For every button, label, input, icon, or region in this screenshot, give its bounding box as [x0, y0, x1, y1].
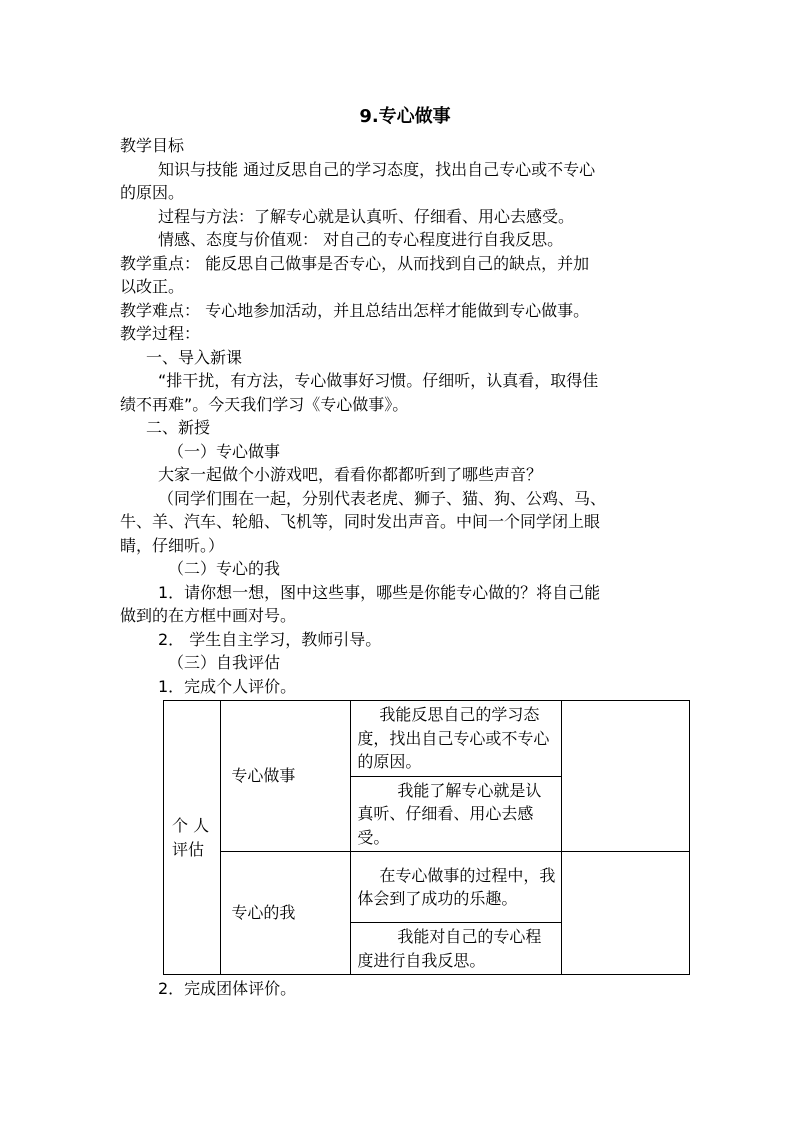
group-label-cell: [164, 701, 221, 975]
personal-evaluation-table: [163, 700, 690, 975]
step-intro-heading: 一、导入新课: [146, 347, 243, 367]
task-2: 2． 学生自主学习，教师引导。: [158, 629, 382, 649]
game-desc-line3: 睛，仔细听。）: [120, 535, 225, 555]
item-label: 专心做事: [231, 766, 296, 786]
game-desc-line1: （同学们围在一起，分别代表老虎、狮子、猫、狗、公鸡、马、: [158, 488, 607, 508]
goal-knowledge-line2: 的原因。: [120, 183, 185, 202]
goal-emotion: 情感、态度与价值观： 对自己的专心程度进行自我反思。: [158, 230, 564, 249]
key-point-line2: 以改正。: [120, 277, 185, 296]
step-new-heading: 二、新授: [146, 418, 211, 437]
key-point-line1: 教学重点： 能反思自己做事是否专心，从而找到自己的缺点，并加: [120, 253, 590, 273]
group-label-line2: 评估: [172, 839, 205, 859]
game-desc-line2: 牛、羊、汽车、轮船、飞机等，同时发出声音。中间一个同学闭上眼: [120, 512, 601, 531]
desc-cell: [351, 701, 561, 777]
goal-process: 过程与方法：了解专心就是认真听、仔细看、用心去感受。: [158, 206, 575, 226]
eval-2-heading: 2．完成团体评价。: [158, 979, 297, 998]
desc-text: 我能了解专心就是认真听、仔细看、用心去感受。: [357, 780, 542, 847]
desc-cell: [351, 923, 561, 975]
item-cell-focused-me: [221, 852, 351, 975]
sub-heading-1: （一）专心做事: [168, 441, 281, 461]
sub-heading-2: （二）专心的我: [168, 559, 281, 578]
item-cell-focus-work: [221, 701, 351, 852]
document-title: 9.专心做事: [359, 106, 451, 127]
intro-quote-line1: “排干扰，有方法，专心做事好习惯。仔细听，认真看，取得佳: [158, 371, 599, 390]
eval-1-heading: 1．完成个人评价。: [158, 676, 297, 696]
table-row: [164, 852, 690, 923]
desc-cell: [351, 776, 561, 852]
intro-quote-line2: 绩不再难”。今天我们学习《专心做事》。: [120, 394, 409, 414]
blank-cell: [561, 701, 690, 852]
difficult-point: 教学难点： 专心地参加活动，并且总结出怎样才能做到专心做事。: [120, 300, 590, 320]
task-1-line2: 做到的在方框中画对号。: [120, 606, 297, 625]
item-label: 专心的我: [231, 903, 296, 923]
blank-cell: [561, 852, 690, 975]
desc-text: 我能对自己的专心程度进行自我反思。: [357, 927, 542, 970]
goal-knowledge-line1: 知识与技能 通过反思自己的学习态度，找出自己专心或不专心: [158, 159, 596, 179]
document-page: [120, 104, 690, 1001]
section-heading-process: 教学过程：: [120, 324, 201, 343]
task-1-line1: 1．请你想一想，图中这些事，哪些是你能专心做的？将自己能: [158, 582, 601, 602]
desc-text: 在专心做事的过程中，我体会到了成功的乐趣。: [357, 865, 556, 908]
game-intro: 大家一起做个小游戏吧，看看你都都听到了哪些声音？: [158, 465, 543, 484]
desc-text: 我能反思自己的学习态度，找出自己专心或不专心的原因。: [357, 705, 550, 771]
table-row: [164, 701, 690, 777]
section-heading-goals: 教学目标: [120, 136, 185, 155]
desc-cell: [351, 852, 561, 923]
sub-heading-3: （三）自我评估: [168, 653, 281, 672]
group-label-line1: 个 人: [172, 816, 210, 835]
